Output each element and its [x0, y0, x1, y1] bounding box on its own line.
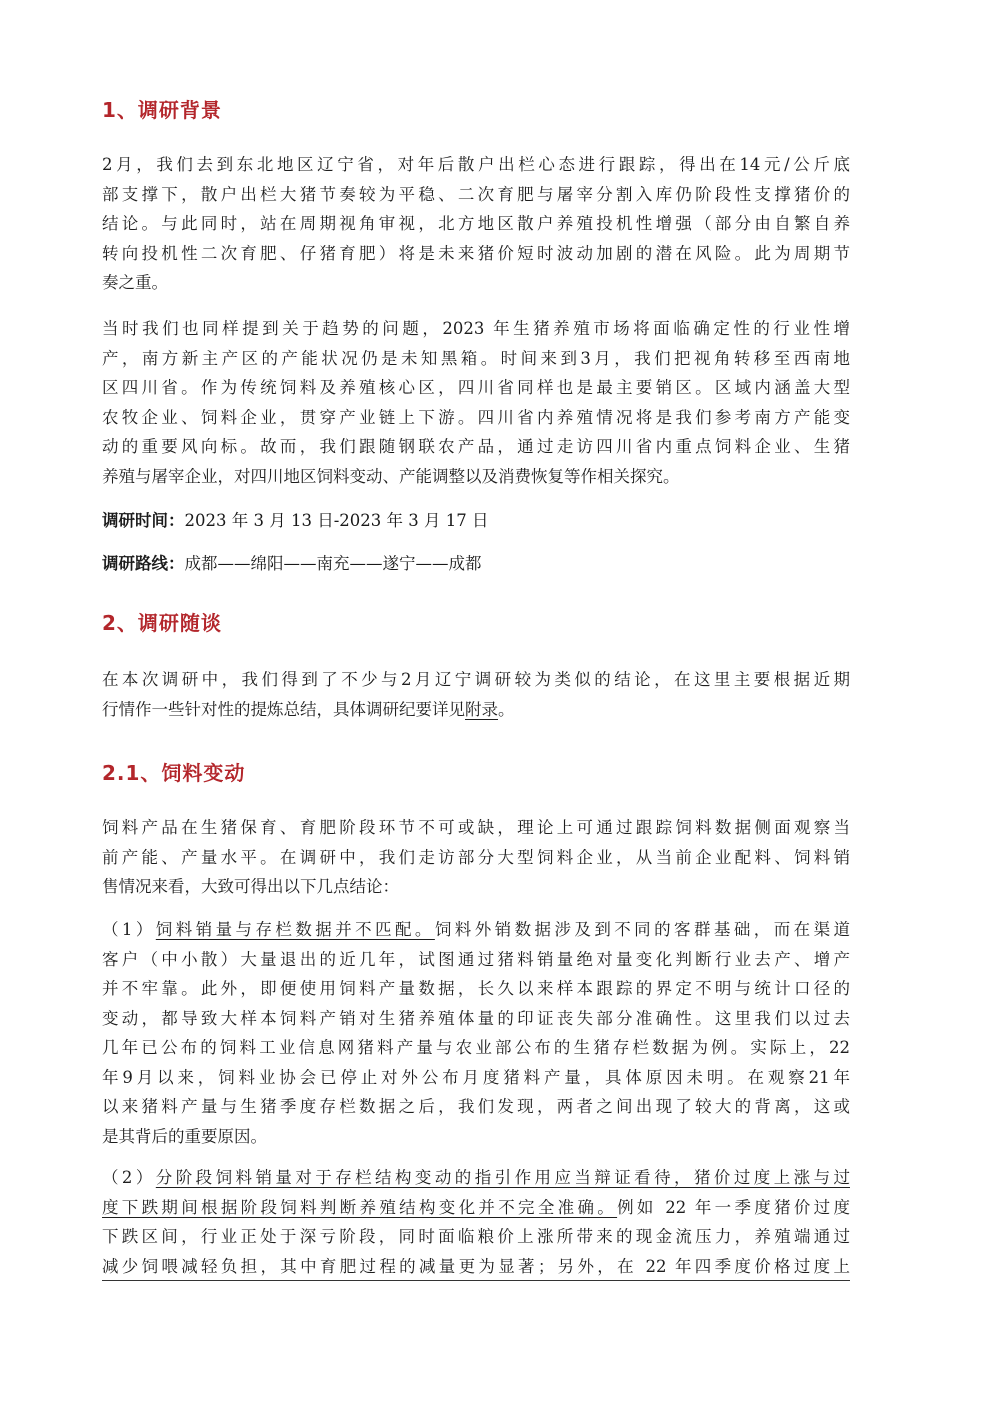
text-line: 奏之重。 [102, 273, 168, 292]
text-line: 年9月以来，饲料业协会已停止对外公布月度猪料产量，具体原因未明。在观察21年 [102, 1067, 850, 1087]
section-heading-2-1: 2.1、饲料变动 [102, 761, 246, 785]
paragraph-point-2 [102, 1163, 850, 1281]
text-line: 结论。与此同时，站在周期视角审视，北方地区散户养殖投机性增强（部分由自繁自养 [102, 214, 850, 233]
paragraph-background-1 [102, 150, 850, 298]
appendix-link[interactable]: 附录 [465, 699, 498, 719]
text-line: 饲料产品在生猪保育、育肥阶段环节不可或缺，理论上可通过跟踪饲料数据侧面观察当 [102, 818, 850, 837]
text-line: 变动，都导致大样本饲料产销对生猪养殖体量的印证丧失部分准确性。这里我们以过去 [102, 1008, 850, 1028]
text-fragment: 行情作一些针对性的提炼总结，具体调研纪要详见 [102, 699, 465, 719]
survey-time-value: 2023 年 3 月 13 日-2023 年 3 月 17 日 [184, 511, 489, 530]
text-line: 动的重要风向标。故而，我们跟随钢联农产品，通过走访四川省内重点饲料企业、生猪 [102, 437, 850, 456]
underlined-conclusion: 分阶段饲料销量对于存栏结构变动的指引作用应当辩证看待，猪价过度上涨与过 [155, 1168, 850, 1187]
text-line [102, 915, 850, 945]
text-line: 转向投机性二次育肥、仔猪育肥）将是未来猪价短时波动加剧的潜在风险。此为周期节 [102, 243, 850, 263]
text-line: 以来猪料产量与生猪季度存栏数据之后，我们发现，两者之间出现了较大的背离，这或 [102, 1097, 850, 1116]
text-line: 并不牢靠。此外，即便使用饲料产量数据，长久以来样本跟踪的界定不明与统计口径的 [102, 979, 850, 998]
paragraph-background-2 [102, 314, 850, 491]
text-line: 2月，我们去到东北地区辽宁省，对年后散户出栏心态进行跟踪，得出在14元/公斤底 [102, 155, 850, 174]
text-line: 部支撑下，散户出栏大猪节奏较为平稳、二次育肥与屠宰分割入库仍阶段性支撑猪价的 [102, 184, 850, 204]
text-fragment: 例如 22 年一季度猪价过度 [617, 1197, 850, 1217]
paragraph-point-1 [102, 915, 850, 1151]
survey-time-label: 调研时间： [102, 511, 185, 530]
survey-route [102, 551, 482, 577]
text-fragment: 饲料外销数据涉及到不同的客群基础，而在渠道 [434, 920, 850, 939]
text-line: 养殖与屠宰企业，对四川地区饲料变动、产能调整以及消费恢复等作相关探究。 [102, 466, 680, 486]
text-line: 售情况来看，大致可得出以下几点结论： [102, 877, 399, 896]
footer-divider [102, 1280, 850, 1281]
underlined-conclusion: 饲料销量与存栏数据并不匹配。 [155, 920, 435, 939]
paragraph-discussion [102, 665, 850, 724]
text-line: 在本次调研中，我们得到了不少与2月辽宁调研较为类似的结论，在这里主要根据近期 [102, 670, 850, 689]
section-heading-2: 2、调研随谈 [102, 611, 222, 635]
text-line [102, 1163, 850, 1193]
text-line: 当时我们也同样提到关于趋势的问题，2023 年生猪养殖市场将面临确定性的行业性增 [102, 319, 850, 338]
survey-time [102, 508, 489, 534]
text-line: 减少饲喂减轻负担，其中育肥过程的减量更为显著；另外，在 22 年四季度价格过度上 [102, 1256, 850, 1276]
paragraph-feed-intro [102, 813, 850, 902]
text-line: 产，南方新主产区的产能状况仍是未知黑箱。时间来到3月，我们把视角转移至西南地 [102, 348, 850, 368]
text-line: 是其背后的重要原因。 [102, 1126, 267, 1146]
text-line: 下跌区间，行业正处于深亏阶段，同时面临粮价上涨所带来的现金流压力，养殖端通过 [102, 1227, 850, 1246]
survey-route-label: 调研路线： [102, 554, 185, 573]
text-line: 前产能、产量水平。在调研中，我们走访部分大型饲料企业，从当前企业配料、饲料销 [102, 847, 850, 867]
text-fragment: 。 [498, 699, 515, 719]
text-line [102, 1193, 850, 1223]
point-number: （2） [102, 1168, 156, 1187]
text-line: 几年已公布的饲料工业信息网猪料产量与农业部公布的生猪存栏数据为例。实际上，22 [102, 1038, 850, 1057]
section-heading-1: 1、调研背景 [102, 98, 222, 122]
survey-route-value: 成都——绵阳——南充——遂宁——成都 [184, 554, 482, 573]
text-line: 区四川省。作为传统饲料及养殖核心区，四川省同样也是最主要销区。区域内涵盖大型 [102, 378, 850, 397]
text-line: 客户（中小散）大量退出的近几年，试图通过猪料销量绝对量变化判断行业去产、增产 [102, 949, 850, 969]
text-line: 农牧企业、饲料企业，贯穿产业链上下游。四川省内养殖情况将是我们参考南方产能变 [102, 407, 850, 427]
point-number: （1） [102, 920, 156, 939]
underlined-conclusion: 度下跌期间根据阶段饲料判断养殖结构变化并不完全准确。 [102, 1197, 618, 1217]
text-line [102, 695, 850, 725]
